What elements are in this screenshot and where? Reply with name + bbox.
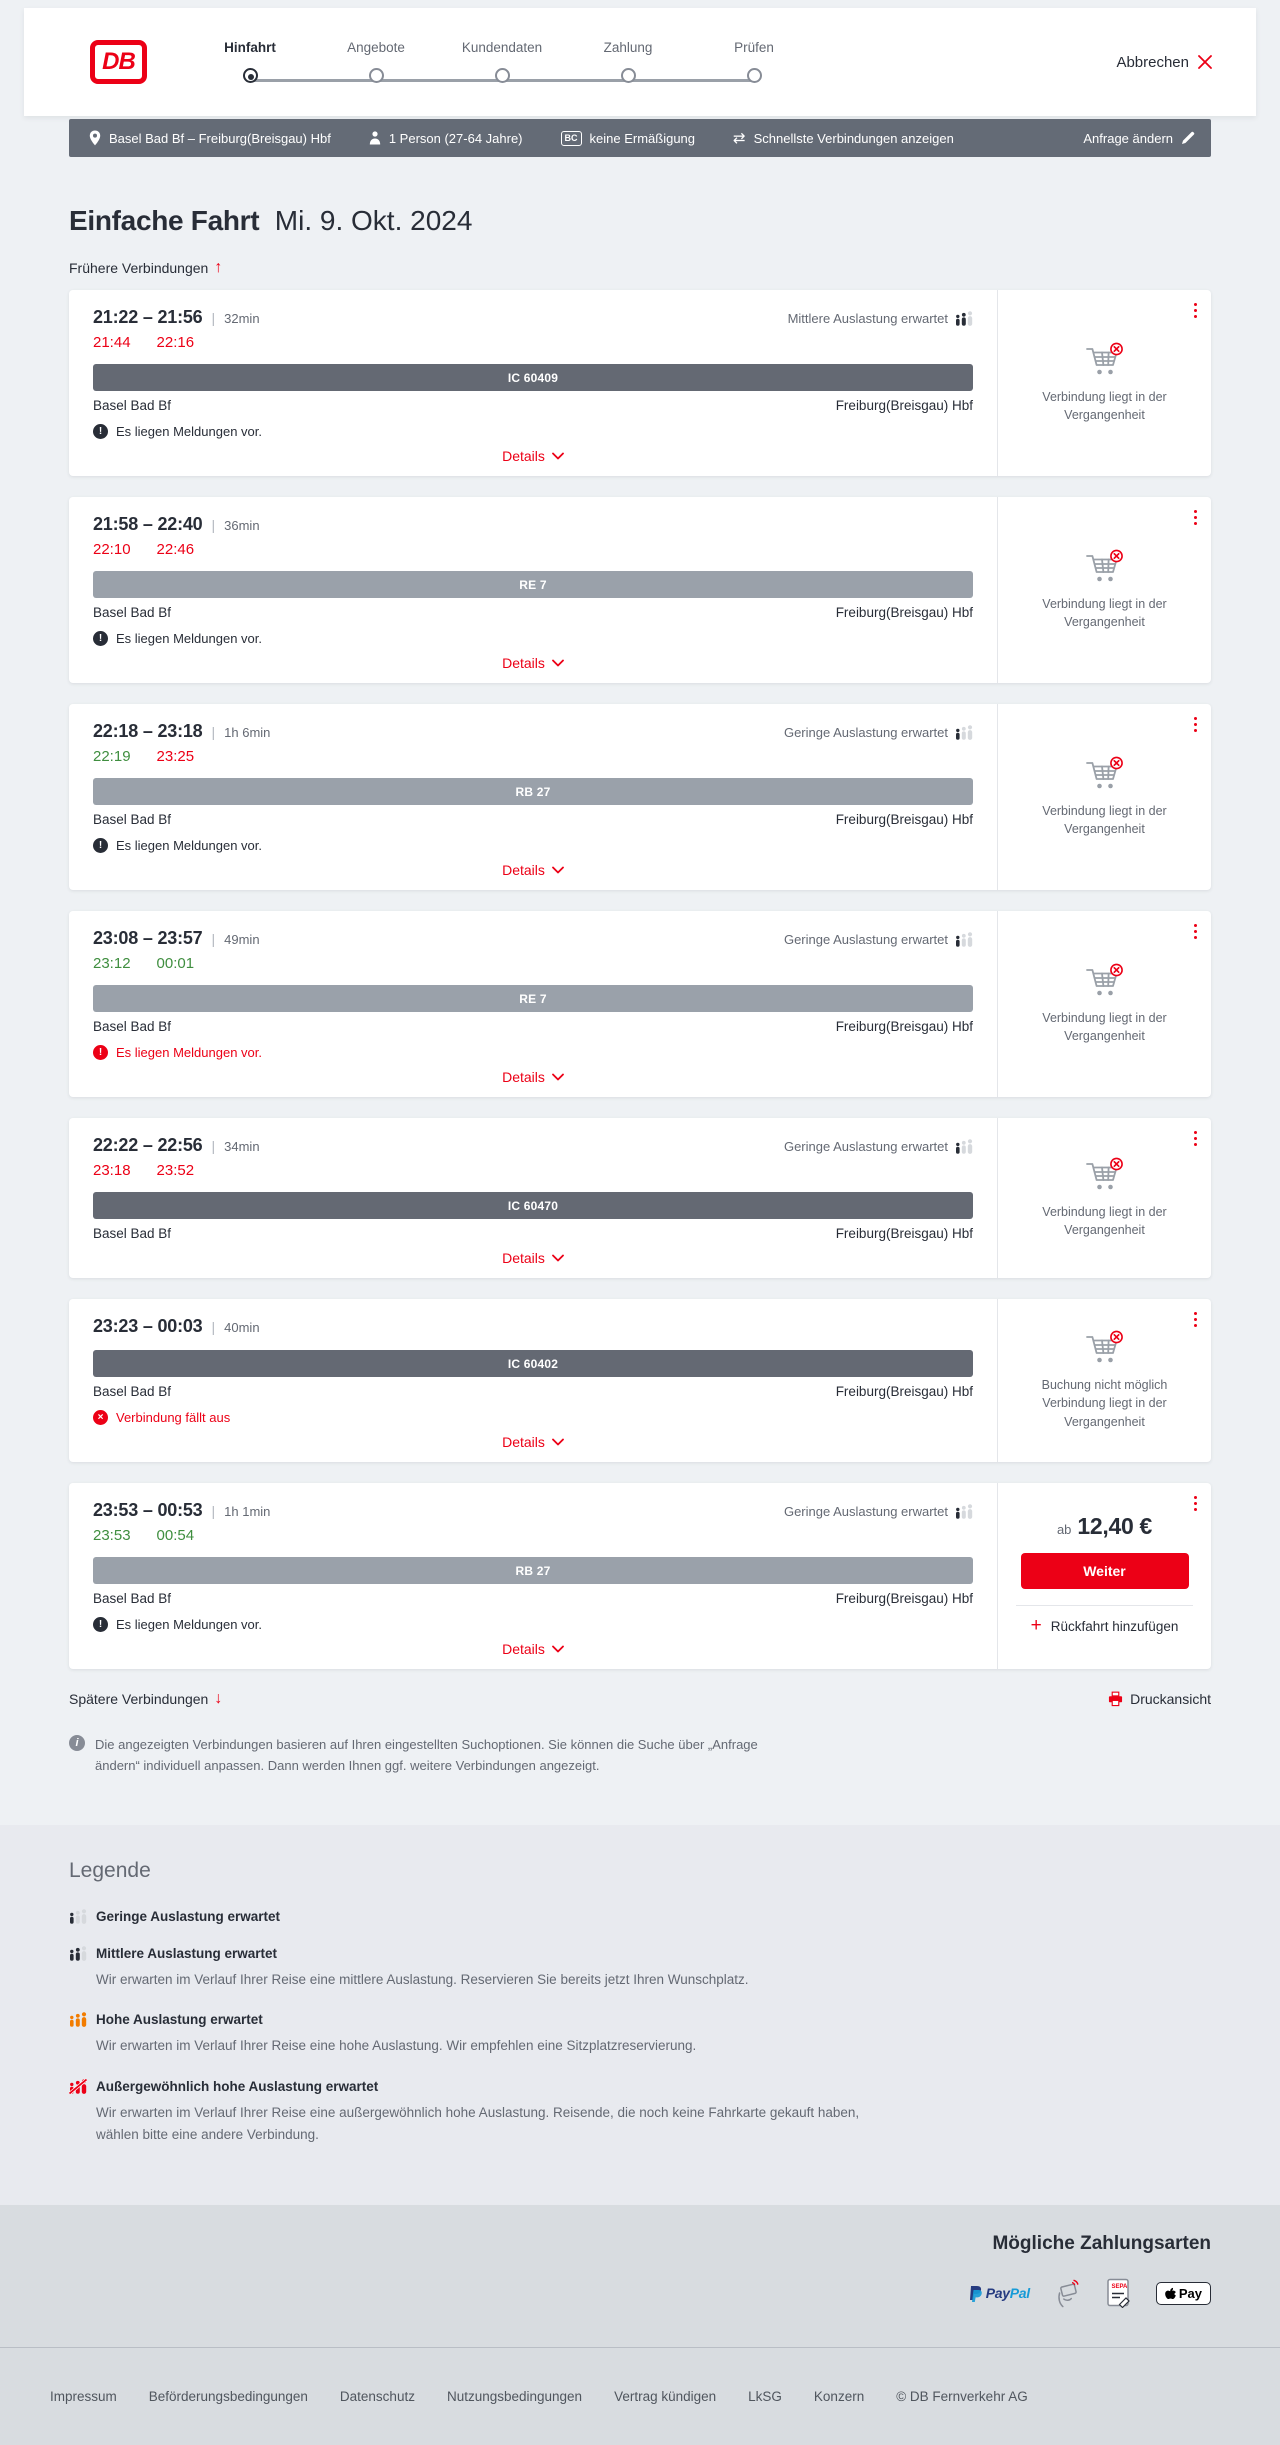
pencil-icon — [1181, 131, 1195, 145]
realtime-ontime: 00:01 — [156, 955, 195, 972]
chevron-down-icon — [552, 866, 564, 874]
connection-card-6: 23:23 – 00:03 | 40min IC 60402 Basel Bad Bf Freiburg(Breisgau) Hbf × Verbindung fällt aus Details Buchung nicht möglich Verbindung liegt in der Vergangenheit — [69, 1299, 1211, 1462]
connection-duration: 40min — [224, 1320, 260, 1335]
footer — [0, 2347, 1280, 2445]
realtime-times — [93, 334, 973, 351]
footer-links — [0, 2389, 1028, 2404]
occupancy-low-icon — [955, 1504, 973, 1519]
footer-link[interactable]: Datenschutz — [339, 2389, 415, 2405]
add-return-label: Rückfahrt hinzufügen — [1050, 1618, 1179, 1634]
legend-item-description: Wir erwarten im Verlauf Ihrer Reise eine außergewöhnlich hohe Auslastung. Reisende, die noch keine Fahrkarte gekauft haben, wählen bitte eine andere Verbindung. — [96, 2105, 860, 2142]
step-hinfahrt[interactable] — [187, 40, 313, 88]
print-view-label: Druckansicht — [1130, 1691, 1211, 1707]
plus-icon: + — [1030, 1615, 1042, 1636]
details-label: Details — [502, 1069, 545, 1085]
connection-options-button[interactable] — [1194, 300, 1198, 321]
origin-station: Basel Bad Bf — [93, 812, 172, 827]
footer-link[interactable]: Beförderungsbedingungen — [148, 2389, 308, 2405]
connection-duration: 36min — [224, 518, 260, 533]
footer-link[interactable]: LkSG — [748, 2389, 782, 2405]
step-label: Prüfen — [734, 40, 774, 55]
footer-link[interactable]: Nutzungsbedingungen — [446, 2389, 583, 2405]
cancel-label: Abbrechen — [1116, 53, 1189, 71]
later-connections-label: Spätere Verbindungen — [69, 1691, 209, 1707]
train-segment-bar[interactable]: RE 7 — [93, 571, 973, 598]
occupancy-indicator — [784, 1139, 973, 1154]
booking-status-text: Verbindung liegt in der Vergangenheit — [1042, 1204, 1167, 1237]
details-label: Details — [502, 1641, 545, 1657]
search-options-note-text: Die angezeigten Verbindungen basieren auf Ihren eingestellten Suchoptionen. Sie können die Suche über „Anfrage ändern“ individuell anpassen. Dann werden Ihnen ggf. weitere Verbindungen angezeigt. — [95, 1737, 758, 1774]
footer-link[interactable]: Vertrag kündigen — [614, 2389, 717, 2405]
connection-duration: 1h 6min — [224, 725, 271, 740]
origin-station: Basel Bad Bf — [93, 1019, 172, 1034]
person-icon — [369, 131, 381, 145]
details-toggle[interactable] — [502, 1641, 564, 1657]
sepa-direct-debit-icon — [1106, 2278, 1132, 2308]
realtime-ontime: 00:54 — [156, 1527, 195, 1544]
printer-icon — [1108, 1691, 1123, 1707]
connection-duration: 34min — [224, 1139, 260, 1154]
connection-card-1: 21:22 – 21:56 | 32min Mittlere Auslastung erwartet 21:44 22:16 IC 60409 Basel Bad Bf Freiburg(Breisgau) Hbf ! Es liegen Meldungen vor. Details Verbindung liegt in der Vergangenheit — [69, 290, 1211, 476]
connection-times: 22:22 – 22:56 — [93, 1135, 203, 1155]
legend-item-label: Hohe Auslastung erwartet — [96, 2012, 263, 2028]
occupancy-indicator — [784, 932, 973, 947]
details-label: Details — [502, 448, 545, 464]
paypal-logo-mark — [968, 2285, 983, 2302]
arrow-down-icon: ↓ — [214, 1690, 223, 1707]
connection-message-text: Verbindung fällt aus — [116, 1410, 231, 1425]
realtime-times — [93, 1162, 973, 1179]
realtime-delayed: 23:18 — [93, 1162, 131, 1179]
paypal-icon: PayPal — [968, 2285, 1030, 2302]
booking-panel — [997, 290, 1211, 476]
realtime-ontime: 22:19 — [93, 748, 131, 765]
summary-passengers-label: 1 Person (27-64 Jahre) — [388, 130, 523, 146]
destination-station: Freiburg(Breisgau) Hbf — [835, 812, 973, 827]
print-view-link[interactable] — [1108, 1691, 1211, 1707]
cart-unavailable-icon — [1082, 549, 1128, 585]
credit-card-icon — [1054, 2277, 1082, 2309]
connection-message — [93, 1045, 973, 1060]
page-title-text: Einfache Fahrt — [69, 205, 260, 236]
connection-times: 23:08 – 23:57 — [93, 928, 203, 948]
connection-options-button[interactable] — [1194, 1128, 1198, 1149]
payment-methods-title: Mögliche Zahlungsarten — [992, 2233, 1211, 2255]
connection-options-button[interactable] — [1194, 1309, 1198, 1330]
legend-item-medium — [69, 1946, 1211, 1991]
alert-icon: ! — [93, 631, 108, 646]
occupancy-indicator — [784, 1504, 973, 1519]
booking-panel — [997, 1299, 1211, 1462]
occupancy-indicator — [784, 725, 973, 740]
occupancy-low-icon — [955, 1139, 973, 1154]
summary-discount — [561, 131, 696, 146]
occupancy-label: Geringe Auslastung erwartet — [783, 932, 948, 947]
connection-options-button[interactable] — [1194, 1493, 1198, 1514]
realtime-times — [93, 748, 973, 765]
footer-link[interactable]: Konzern — [813, 2389, 865, 2405]
details-label: Details — [502, 1250, 545, 1266]
bahncard-icon: BC — [561, 131, 582, 146]
details-toggle[interactable] — [502, 1434, 564, 1450]
arrow-up-icon: ↑ — [214, 259, 223, 276]
summary-fastest — [733, 131, 954, 146]
realtime-ontime: 23:53 — [93, 1527, 131, 1544]
chevron-down-icon — [552, 452, 564, 460]
details-toggle[interactable] — [502, 448, 564, 464]
connection-times: 22:18 – 23:18 — [93, 721, 203, 741]
continue-button[interactable]: Weiter — [1021, 1553, 1189, 1589]
cancelled-icon: × — [93, 1410, 108, 1425]
price-prefix: ab — [1056, 1521, 1072, 1537]
connection-options-button[interactable] — [1194, 507, 1198, 528]
details-label: Details — [502, 862, 545, 878]
realtime-ontime: 23:12 — [93, 955, 131, 972]
connection-message — [93, 1617, 973, 1632]
step-dot-icon — [495, 68, 510, 83]
alert-icon: ! — [93, 1617, 108, 1632]
details-toggle[interactable] — [502, 1250, 564, 1266]
connection-message-text: Es liegen Meldungen vor. — [116, 631, 262, 646]
origin-station: Basel Bad Bf — [93, 398, 172, 413]
db-logo — [90, 40, 147, 84]
apple-pay-icon: Pay — [1156, 2282, 1211, 2305]
connection-card-4: 23:08 – 23:57 | 49min Geringe Auslastung erwartet 23:12 00:01 RE 7 Basel Bad Bf Freiburg(Breisgau) Hbf ! Es liegen Meldungen vor. Details Verbindung liegt in der Vergangenheit — [69, 911, 1211, 1097]
train-segment-bar[interactable]: IC 60470 — [93, 1192, 973, 1219]
occupancy-label: Geringe Auslastung erwartet — [783, 1504, 948, 1519]
destination-station: Freiburg(Breisgau) Hbf — [835, 1591, 973, 1606]
legend-item-exceptional — [69, 2079, 1211, 2145]
later-connections-link[interactable] — [69, 1690, 222, 1708]
booking-panel — [997, 704, 1211, 890]
connection-card-3: 22:18 – 23:18 | 1h 6min Geringe Auslastung erwartet 22:19 23:25 RB 27 Basel Bad Bf Freiburg(Breisgau) Hbf ! Es liegen Meldungen vor. Details Verbindung liegt in der Vergangenheit — [69, 704, 1211, 890]
legend-items — [69, 1909, 1211, 2145]
legend-item-description: Wir erwarten im Verlauf Ihrer Reise eine mittlere Auslastung. Reservieren Sie bereits jetzt Ihren Wunschplatz. — [96, 1971, 749, 1987]
footer-copyright: © DB Fernverkehr AG — [896, 2389, 1028, 2405]
booking-status-text: Verbindung liegt in der Vergangenheit — [1042, 803, 1167, 836]
page-title — [69, 205, 1211, 237]
step-dot-icon — [369, 68, 384, 83]
cart-unavailable-icon — [1082, 756, 1128, 792]
booking-status-text: Verbindung liegt in der Vergangenheit — [1042, 1010, 1167, 1043]
connection-message — [93, 424, 973, 439]
edit-request-label: Anfrage ändern — [1083, 130, 1173, 146]
origin-station: Basel Bad Bf — [93, 1384, 172, 1399]
destination-station: Freiburg(Breisgau) Hbf — [835, 1019, 973, 1034]
step-label: Zahlung — [603, 40, 653, 55]
step-label: Angebote — [347, 40, 405, 55]
connection-message-text: Es liegen Meldungen vor. — [116, 424, 262, 439]
legend-item-label: Außergewöhnlich hohe Auslastung erwartet — [96, 2079, 379, 2095]
cart-unavailable-icon — [1082, 342, 1128, 378]
connection-message — [93, 838, 973, 853]
chevron-down-icon — [552, 1254, 564, 1262]
train-segment-bar[interactable]: RB 27 — [93, 778, 973, 805]
connection-card-7: 23:53 – 00:53 | 1h 1min Geringe Auslastung erwartet 23:53 00:54 RB 27 Basel Bad Bf Freiburg(Breisgau) Hbf ! Es liegen Meldungen vor. Details ab 12,40 € Weiter + Rückfahrt hinzufügen — [69, 1483, 1211, 1669]
origin-station: Basel Bad Bf — [93, 1591, 172, 1606]
origin-station: Basel Bad Bf — [93, 1226, 172, 1241]
cart-unavailable-icon — [1082, 1157, 1128, 1193]
connection-card-5: 22:22 – 22:56 | 34min Geringe Auslastung erwartet 23:18 23:52 IC 60470 Basel Bad Bf Freiburg(Breisgau) Hbf Details Verbindung liegt in der Vergangenheit — [69, 1118, 1211, 1278]
occupancy-high-icon — [69, 2012, 87, 2027]
connection-times: 23:23 – 00:03 — [93, 1316, 203, 1336]
occupancy-label: Geringe Auslastung erwartet — [783, 1139, 948, 1154]
details-toggle[interactable] — [502, 655, 564, 671]
chevron-down-icon — [552, 1073, 564, 1081]
occupancy-medium-icon — [69, 1946, 87, 1961]
close-icon — [1198, 55, 1212, 69]
realtime-delayed: 23:52 — [156, 1162, 195, 1179]
destination-station: Freiburg(Breisgau) Hbf — [835, 605, 973, 620]
summary-route-label: Basel Bad Bf – Freiburg(Breisgau) Hbf — [109, 130, 331, 146]
booking-panel — [997, 1118, 1211, 1278]
connection-message-text: Es liegen Meldungen vor. — [116, 1617, 262, 1632]
apple-logo-mark — [1165, 2287, 1176, 2300]
edit-request-button[interactable] — [1083, 131, 1195, 146]
connection-duration: 32min — [224, 311, 260, 326]
summary-discount-label: keine Ermäßigung — [589, 130, 696, 146]
details-toggle[interactable] — [502, 1069, 564, 1085]
occupancy-indicator — [788, 311, 973, 326]
checkout-stepper — [187, 40, 817, 88]
price — [1057, 1513, 1152, 1540]
occupancy-exceptional-icon — [69, 2079, 87, 2094]
train-segment-bar[interactable]: RE 7 — [93, 985, 973, 1012]
occupancy-low-icon — [955, 932, 973, 947]
cancel-button[interactable] — [1116, 54, 1212, 71]
summary-fastest-label: Schnellste Verbindungen anzeigen — [753, 130, 954, 146]
realtime-delayed: 22:16 — [156, 334, 195, 351]
chevron-down-icon — [552, 1438, 564, 1446]
connection-message-text: Es liegen Meldungen vor. — [116, 1045, 262, 1060]
chevron-down-icon — [552, 1645, 564, 1653]
connection-card-2: 21:58 – 22:40 | 36min 22:10 22:46 RE 7 Basel Bad Bf Freiburg(Breisgau) Hbf ! Es liegen Meldungen vor. Details Verbindung liegt in der Vergangenheit — [69, 497, 1211, 683]
summary-route — [89, 130, 331, 146]
alert-icon: ! — [93, 838, 108, 853]
booking-status-text: Verbindung liegt in der Vergangenheit — [1042, 389, 1167, 422]
search-summary-bar — [69, 119, 1211, 157]
legend-item-high — [69, 2012, 1211, 2057]
connection-duration: 49min — [224, 932, 260, 947]
occupancy-label: Geringe Auslastung erwartet — [783, 725, 948, 740]
booking-panel — [997, 497, 1211, 683]
realtime-times — [93, 1527, 973, 1544]
occupancy-low-icon — [69, 1909, 87, 1924]
realtime-times — [93, 955, 973, 972]
db-logo-text: DB — [102, 48, 135, 75]
alert-icon: ! — [93, 424, 108, 439]
payment-methods-section — [0, 2205, 1280, 2347]
step-label: Kundendaten — [461, 40, 543, 55]
connection-options-button[interactable] — [1194, 921, 1198, 942]
occupancy-low-icon — [955, 725, 973, 740]
booking-status-text: Verbindung liegt in der Vergangenheit — [1042, 596, 1167, 629]
step-dot-icon — [243, 68, 258, 83]
realtime-delayed: 23:25 — [156, 748, 195, 765]
connection-message — [93, 1410, 973, 1425]
connection-times: 23:53 – 00:53 — [93, 1500, 203, 1520]
connection-message — [93, 631, 973, 646]
connection-times: 21:58 – 22:40 — [93, 514, 203, 534]
realtime-delayed: 22:10 — [93, 541, 131, 558]
legend-item-low — [69, 1909, 1211, 1924]
travel-date: Mi. 9. Okt. 2024 — [274, 205, 473, 236]
realtime-delayed: 21:44 — [93, 334, 131, 351]
payment-method-icons — [69, 2277, 1211, 2309]
legend-item-label: Geringe Auslastung erwartet — [96, 1908, 281, 1924]
location-pin-icon — [89, 130, 101, 146]
details-label: Details — [502, 1434, 545, 1450]
details-toggle[interactable] — [502, 862, 564, 878]
realtime-delayed: 22:46 — [156, 541, 195, 558]
connection-duration: 1h 1min — [224, 1504, 271, 1519]
booking-panel — [997, 911, 1211, 1097]
step-dot-icon — [747, 68, 762, 83]
step-dot-icon — [621, 68, 636, 83]
add-return-button[interactable] — [1016, 1605, 1193, 1634]
destination-station: Freiburg(Breisgau) Hbf — [835, 1226, 973, 1241]
step-label: Hinfahrt — [224, 40, 276, 55]
summary-passengers — [369, 131, 523, 146]
swap-arrows-icon: ⇄ — [733, 129, 746, 147]
info-icon: i — [69, 1735, 85, 1751]
svg-text:SEPA: SEPA — [1111, 2284, 1128, 2291]
app-header — [24, 8, 1256, 116]
legend-item-description: Wir erwarten im Verlauf Ihrer Reise eine hohe Auslastung. Wir empfehlen eine Sitzplatzreservierung. — [96, 2038, 697, 2054]
occupancy-medium-icon — [955, 311, 973, 326]
booking-status-text: Buchung nicht möglich Verbindung liegt in der Vergangenheit — [1041, 1378, 1168, 1429]
alert-icon: ! — [93, 1045, 108, 1060]
connection-message-text: Es liegen Meldungen vor. — [116, 838, 262, 853]
destination-station: Freiburg(Breisgau) Hbf — [835, 398, 973, 413]
destination-station: Freiburg(Breisgau) Hbf — [835, 1384, 973, 1399]
earlier-connections-label: Frühere Verbindungen — [69, 260, 209, 276]
train-segment-bar[interactable]: RB 27 — [93, 1557, 973, 1584]
train-segment-bar[interactable]: IC 60402 — [93, 1350, 973, 1377]
cart-unavailable-icon — [1082, 963, 1128, 999]
booking-panel — [997, 1483, 1211, 1669]
connection-times: 21:22 – 21:56 — [93, 307, 203, 327]
price-amount: 12,40 € — [1077, 1512, 1153, 1539]
connection-options-button[interactable] — [1194, 714, 1198, 735]
cart-unavailable-icon — [1082, 1330, 1128, 1366]
earlier-connections-link[interactable] — [69, 259, 222, 277]
footer-link[interactable]: Impressum — [50, 2389, 117, 2405]
train-segment-bar[interactable]: IC 60409 — [93, 364, 973, 391]
legend-section — [0, 1825, 1280, 2205]
chevron-down-icon — [552, 659, 564, 667]
legend-title: Legende — [69, 1858, 151, 1882]
connection-list — [69, 290, 1211, 1669]
origin-station: Basel Bad Bf — [93, 605, 172, 620]
legend-item-label: Mittlere Auslastung erwartet — [96, 1945, 278, 1961]
search-options-note — [69, 1734, 789, 1777]
realtime-times — [93, 541, 973, 558]
occupancy-label: Mittlere Auslastung erwartet — [787, 311, 948, 326]
details-label: Details — [502, 655, 545, 671]
